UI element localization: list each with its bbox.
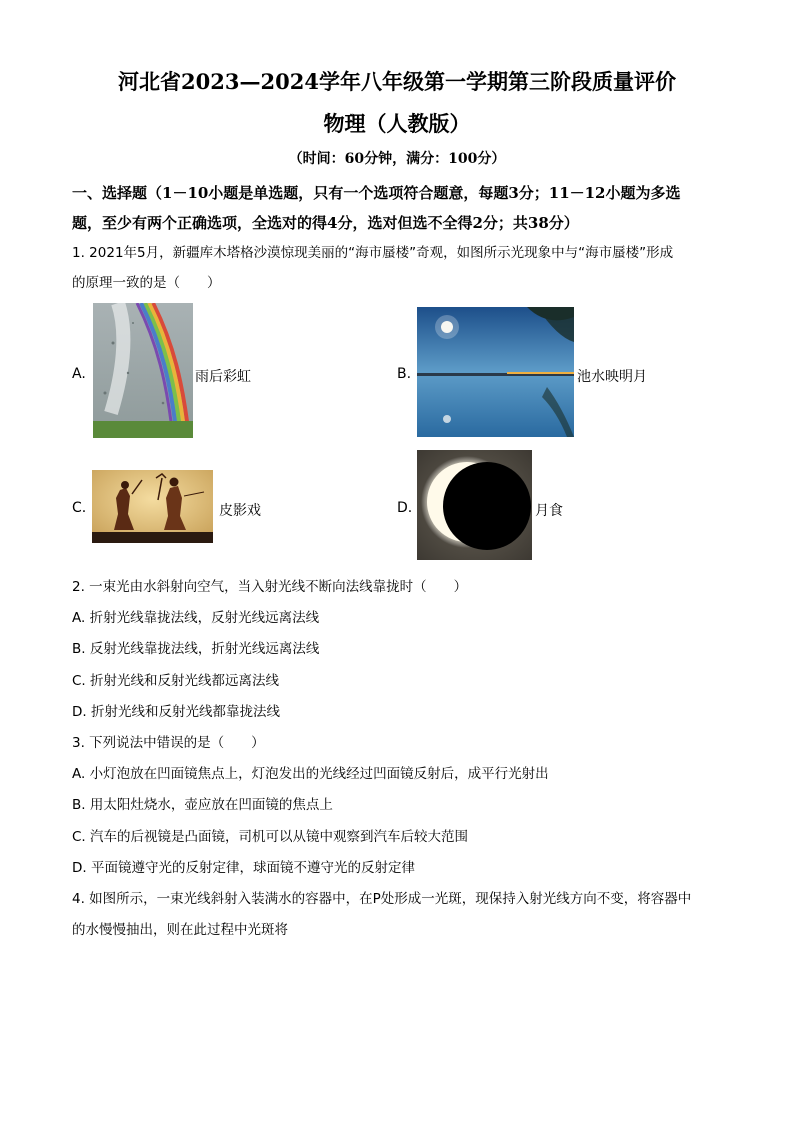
q3-option-c: C. 汽车的后视镜是凸面镜，司机可以从镜中观察到汽车后较大范围: [72, 829, 469, 845]
question-1-line1: 1. 2021年5月，新疆库木塔格沙漠惊现美丽的“海市蜃楼”奇观，如图所示光现象中与“海市蜃楼”形成: [72, 245, 674, 261]
q2-option-b: B. 反射光线靠拢法线，折射光线远离法线: [72, 641, 320, 657]
q3-option-b: B. 用太阳灶烧水，壶应放在凹面镜的焦点上: [72, 797, 333, 813]
q1-option-d-letter: D.: [397, 500, 413, 516]
page-title: 河北省2023—2024学年八年级第一学期第三阶段质量评价: [118, 69, 676, 94]
question-3-stem: 3. 下列说法中错误的是（ ）: [72, 735, 265, 751]
q3-option-a: A. 小灯泡放在凹面镜焦点上，灯泡发出的光线经过凹面镜反射后，成平行光射出: [72, 766, 549, 782]
q3-option-d: D. 平面镜遵守光的反射定律，球面镜不遵守光的反射定律: [72, 860, 415, 876]
q2-option-c: C. 折射光线和反射光线都远离法线: [72, 673, 280, 689]
q2-option-a: A. 折射光线靠拢法线，反射光线远离法线: [72, 610, 320, 626]
exam-meta: （时间：60分钟，满分：100分）: [288, 151, 506, 167]
question-2-stem: 2. 一束光由水斜射向空气，当入射光线不断向法线靠拢时（ ）: [72, 579, 468, 595]
q1-option-a-letter: A.: [72, 366, 86, 382]
subject-title: 物理（人教版）: [323, 111, 471, 136]
section-heading-line2: 题，至少有两个正确选项，全选对的得4分，选对但选不全得2分；共38分）: [72, 214, 579, 232]
q2-option-d: D. 折射光线和反射光线都靠拢法线: [72, 704, 280, 720]
question-1-line2: 的原理一致的是（ ）: [72, 275, 221, 291]
q1-option-c-letter: C.: [72, 500, 87, 516]
q1-option-b-letter: B.: [397, 366, 412, 382]
q1-option-d-caption: 月食: [535, 503, 563, 519]
eclipse-photo: [417, 450, 532, 560]
question-4-line1: 4. 如图所示，一束光线斜射入装满水的容器中，在P处形成一光斑，现保持入射光线方向不变，将容器中: [72, 891, 692, 907]
section-heading-line1: 一、选择题（1－10小题是单选题，只有一个选项符合题意，每题3分；11－12小题为多选: [72, 184, 681, 202]
rainbow-photo: [93, 303, 193, 438]
q1-option-a-caption: 雨后彩虹: [195, 369, 251, 385]
q1-option-b-caption: 池水映明月: [577, 369, 647, 385]
q1-option-c-caption: 皮影戏: [219, 503, 261, 519]
question-4-line2: 的水慢慢抽出，则在此过程中光斑将: [72, 922, 288, 938]
moon-reflection-photo: [417, 307, 574, 437]
shadow-play-photo: [92, 470, 213, 543]
